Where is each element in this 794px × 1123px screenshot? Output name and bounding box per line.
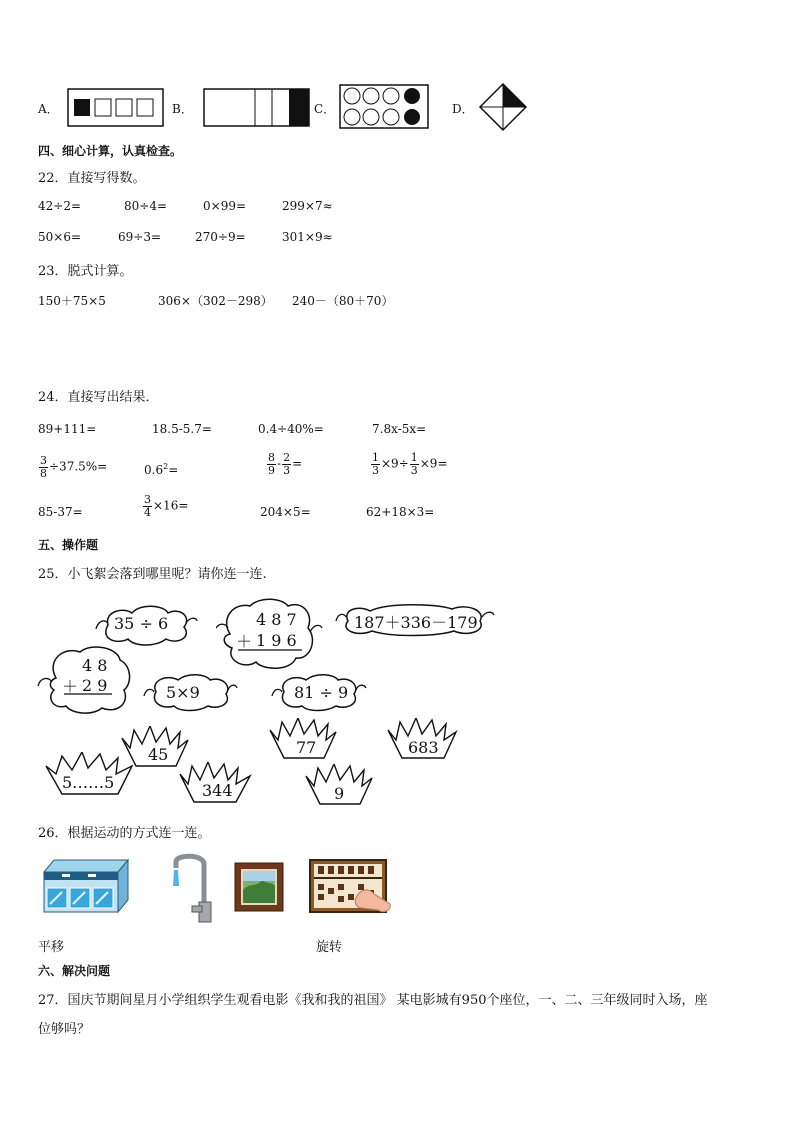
cloud-label: 4 8 7 bbox=[256, 610, 297, 629]
q24-item: 62+18×3= bbox=[366, 505, 435, 519]
grass-5-dots-5[interactable] bbox=[44, 752, 134, 796]
q24-item: $\frac{8}{9}$ - $\frac{2}{3}$ = bbox=[268, 451, 303, 477]
cloud-label: 2 9 bbox=[82, 676, 108, 695]
q23-item: 150＋75×5 bbox=[38, 294, 106, 308]
cloud-187-336-179[interactable] bbox=[334, 603, 496, 637]
q22-item: 301×9≈ bbox=[282, 230, 333, 244]
cloud-48-plus-29[interactable] bbox=[36, 644, 134, 714]
q22-item: 80÷4= bbox=[124, 199, 168, 213]
q24-item: $\frac{3}{4}$ ×16= bbox=[144, 493, 189, 519]
grass-label: 9 bbox=[334, 784, 345, 803]
q26-label-right: 旋转 bbox=[316, 940, 343, 955]
q25-title: 25．小飞絮会落到哪里呢？请你连一连. bbox=[38, 567, 267, 582]
cloud-487-plus-196[interactable] bbox=[216, 598, 324, 672]
q22-item: 0×99= bbox=[203, 199, 247, 213]
option-c-figure bbox=[339, 84, 431, 130]
q22-item: 299×7≈ bbox=[282, 199, 333, 213]
q24-item: $0.6^2=$ bbox=[144, 462, 179, 477]
q22-item: 69÷3= bbox=[118, 230, 162, 244]
cloud-label: 4 8 bbox=[82, 656, 108, 675]
q23-item: 306×（302－298） bbox=[158, 294, 273, 308]
grass-label: 344 bbox=[202, 781, 233, 800]
plus-sign: ＋ bbox=[236, 632, 253, 651]
cloud-label: 35 ÷ 6 bbox=[114, 614, 169, 633]
q26-label-left: 平移 bbox=[38, 940, 65, 955]
cloud-35-div-6[interactable] bbox=[94, 603, 198, 647]
grass-9[interactable] bbox=[304, 764, 374, 806]
grass-label: 683 bbox=[408, 738, 439, 757]
q26-title: 26．根据运动的方式连一连。 bbox=[38, 826, 211, 841]
cabinet-sliding-window-icon[interactable] bbox=[42, 858, 130, 916]
grass-344[interactable] bbox=[178, 762, 252, 804]
grass-label: 77 bbox=[296, 738, 317, 757]
q24-item: $\frac{1}{3}$ ×9÷ $\frac{1}{3}$ ×9= bbox=[372, 451, 448, 477]
grass-77[interactable] bbox=[268, 718, 338, 760]
q24-title: 24．直接写出结果． bbox=[38, 390, 159, 405]
cloud-5-times-9[interactable] bbox=[142, 672, 238, 712]
q23-item: 240－（80＋70） bbox=[292, 294, 394, 308]
cloud-81-div-9[interactable] bbox=[270, 672, 368, 712]
q24-item: 204×5= bbox=[260, 505, 311, 519]
q24-item: $\frac{3}{8}$ ÷37.5%= bbox=[40, 454, 108, 480]
q24-item: 89+111= bbox=[38, 422, 97, 436]
section6-title: 六、解决问题 bbox=[38, 964, 111, 978]
grass-683[interactable] bbox=[386, 718, 458, 760]
option-b-label: B． bbox=[172, 102, 193, 116]
section5-title: 五、操作题 bbox=[38, 538, 99, 552]
abacus-icon[interactable] bbox=[308, 858, 392, 918]
q24-item: 7.8x-5x= bbox=[372, 422, 427, 436]
q24-item: 18.5-5.7= bbox=[152, 422, 212, 436]
faucet-icon[interactable] bbox=[164, 852, 216, 924]
q24-item: 0.4÷40%= bbox=[258, 422, 324, 436]
q27-line1: 27．国庆节期间星月小学组织学生观看电影《我和我的祖国》 某电影城有950个座位，一、二、三年级同时入场，座 bbox=[38, 993, 708, 1008]
option-d-label: D． bbox=[452, 102, 474, 116]
cloud-label: 81 ÷ 9 bbox=[294, 683, 349, 702]
option-d-figure bbox=[478, 82, 528, 132]
grass-label: 45 bbox=[148, 745, 169, 764]
q23-title: 23．脱式计算。 bbox=[38, 264, 133, 279]
q22-item: 42÷2= bbox=[38, 199, 82, 213]
cloud-label: 5×9 bbox=[166, 683, 200, 702]
picture-frame-icon[interactable] bbox=[234, 862, 284, 912]
cloud-label: 187＋336－179 bbox=[354, 613, 478, 632]
option-a-label: A． bbox=[38, 102, 59, 116]
q22-item: 270÷9= bbox=[195, 230, 246, 244]
option-c-label: C． bbox=[314, 102, 336, 116]
option-b-figure bbox=[203, 88, 311, 128]
grass-label: 5……5 bbox=[62, 773, 115, 792]
q22-title: 22．直接写得数。 bbox=[38, 171, 146, 186]
q22-item: 50×6= bbox=[38, 230, 82, 244]
q27-line2: 位够吗？ bbox=[38, 1022, 91, 1037]
q24-item: 85-37= bbox=[38, 505, 83, 519]
option-a-figure bbox=[67, 88, 165, 128]
section4-title: 四、细心计算，认真检查。 bbox=[38, 144, 183, 158]
cloud-label: 1 9 6 bbox=[256, 631, 297, 650]
plus-sign: ＋ bbox=[62, 677, 79, 696]
